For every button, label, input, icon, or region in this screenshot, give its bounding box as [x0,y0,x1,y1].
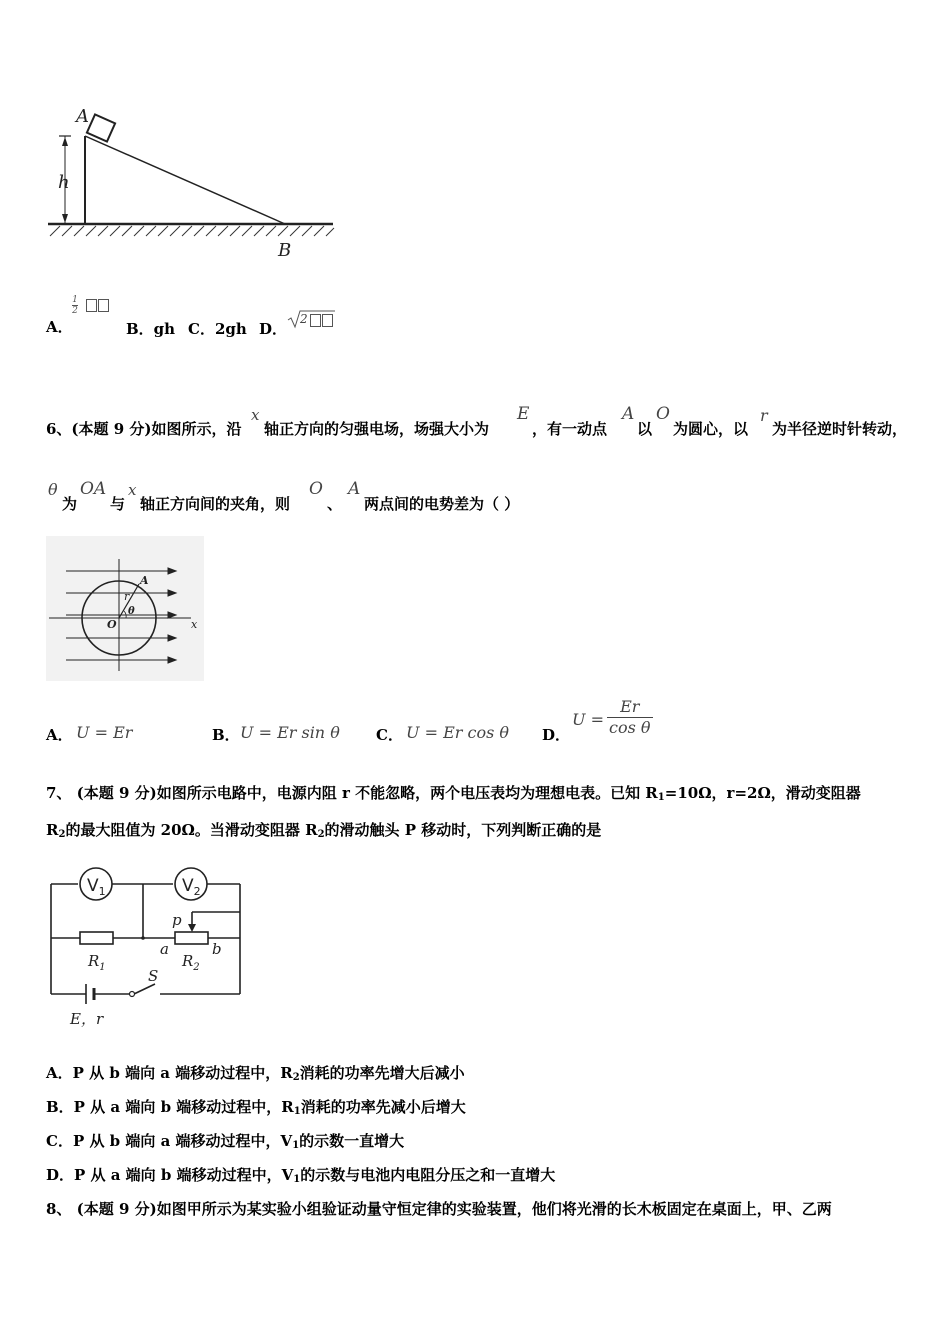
fig6-label-theta: θ [128,606,135,617]
fig6-label-a: A [140,574,149,587]
fig7-v1-label: $V_1$ [87,876,106,898]
q6-line2-p3: 轴正方向间的夹角，则 [140,495,291,513]
fig7-v2-label: $V_2$ [182,876,201,898]
q6-sym-r: r [760,406,768,425]
q6-sym-o: O [656,404,670,424]
fig6-label-x: x [191,618,198,631]
q6-sym-theta: θ [48,480,58,499]
q6-option-a: U = Er [76,723,133,742]
placeholder-box [86,299,97,312]
q6-line2-p2: 与 [110,495,126,513]
q6-line1-p4: 以 [637,420,653,438]
circuit-figure [44,862,249,1030]
placeholder-box [98,299,109,312]
q6-sym-e: E [517,404,530,424]
q6-sym-x: x [251,406,260,424]
q6-sym-oa: OA [80,479,107,499]
fig7-label-s: S [148,967,159,985]
fig1-label-b: B [278,240,292,261]
q6-line1-p5: 为圆心，以 [673,420,749,438]
q6-sym-x2: x [128,481,137,499]
field-circle-figure [46,536,204,681]
placeholder-box [310,314,321,327]
q5-option-a-label: A． [46,318,73,336]
q6-option-b-label: B． [212,726,240,744]
fig7-label-b: b [212,940,222,958]
q5-option-c: C．2gh [188,320,247,338]
fig6-label-o: O [107,618,117,631]
q6-line1-p3: ，有一动点 [532,420,608,438]
q7-option-b: B．P 从 a 端向 b 端移动过程中，$R_1$消耗的功率先减小后增大 [46,1098,466,1117]
q7-option-d: D．P 从 a 端向 b 端移动过程中，$V_1$的示数与电池内电阻分压之和一直增大 [46,1166,556,1185]
q6-line1: 6、(本题 9 分)如图所示，沿 [46,420,242,438]
q6-option-a-label: A． [46,726,73,744]
q6-line2-p5: 两点间的电势差为（ ） [364,495,520,513]
placeholder-box [322,314,333,327]
incline-figure [40,100,340,265]
q7-option-c: C．P 从 b 端向 a 端移动过程中，$V_1$的示数一直增大 [46,1132,405,1151]
fig6-label-r: r [124,590,130,603]
q6-line1-p6: 为半径逆时针转动， [772,420,908,438]
fig7-label-p: p [172,911,182,929]
fig7-label-er: E，r [70,1010,104,1028]
q6-option-c: U = Er cos θ [406,723,509,742]
q6-option-d-label: D． [542,726,571,744]
fig7-label-r1: $R_1$ [88,952,106,973]
q6-sym-a: A [622,404,635,424]
q5-option-a-formula: 1 2 [72,295,78,316]
q7-line2: $R_2$的最大阻值为 20Ω。当滑动变阻器 $R_2$的滑动触头 P 移动时，下列判断正确的是 [46,821,602,840]
q5-option-b: B．gh [126,320,176,338]
q5-option-d-sqrt-inner: 2 [300,312,308,326]
q7-line1: 7、 (本题 9 分)如图所示电路中，电源内阻 r 不能忽略，两个电压表均为理想电表。已知 $R_1=10\Omega$，r=2Ω，滑动变阻器 [46,784,861,803]
fig1-label-a: A [76,106,89,127]
q6-option-c-label: C． [376,726,403,744]
q6-option-b: U = Er sin θ [240,723,340,742]
q6-option-d-lhs: U = [572,710,604,729]
q6-sym-o2: O [309,479,323,499]
q8-line1: 8、 (本题 9 分)如图甲所示为某实验小组验证动量守恒定律的实验装置，他们将光滑的长木板固定在桌面上，甲、乙两 [46,1200,832,1218]
fig1-label-h: h [58,172,70,193]
q6-option-d-fraction: Er cos θ [609,697,651,737]
q6-line2-p4: 、 [327,495,343,513]
q6-sym-a2: A [348,479,361,499]
fig7-label-r2: $R_2$ [182,952,200,973]
q6-line1-p2: 轴正方向的匀强电场，场强大小为 [264,420,490,438]
fig7-label-a: a [160,940,169,958]
q5-option-a [46,316,73,337]
q5-option-d-label: D． [259,320,288,338]
q7-option-a: A．P 从 b 端向 a 端移动过程中，$R_2$消耗的功率先增大后减小 [46,1064,465,1083]
q6-line2-p1: 为 [62,495,78,513]
